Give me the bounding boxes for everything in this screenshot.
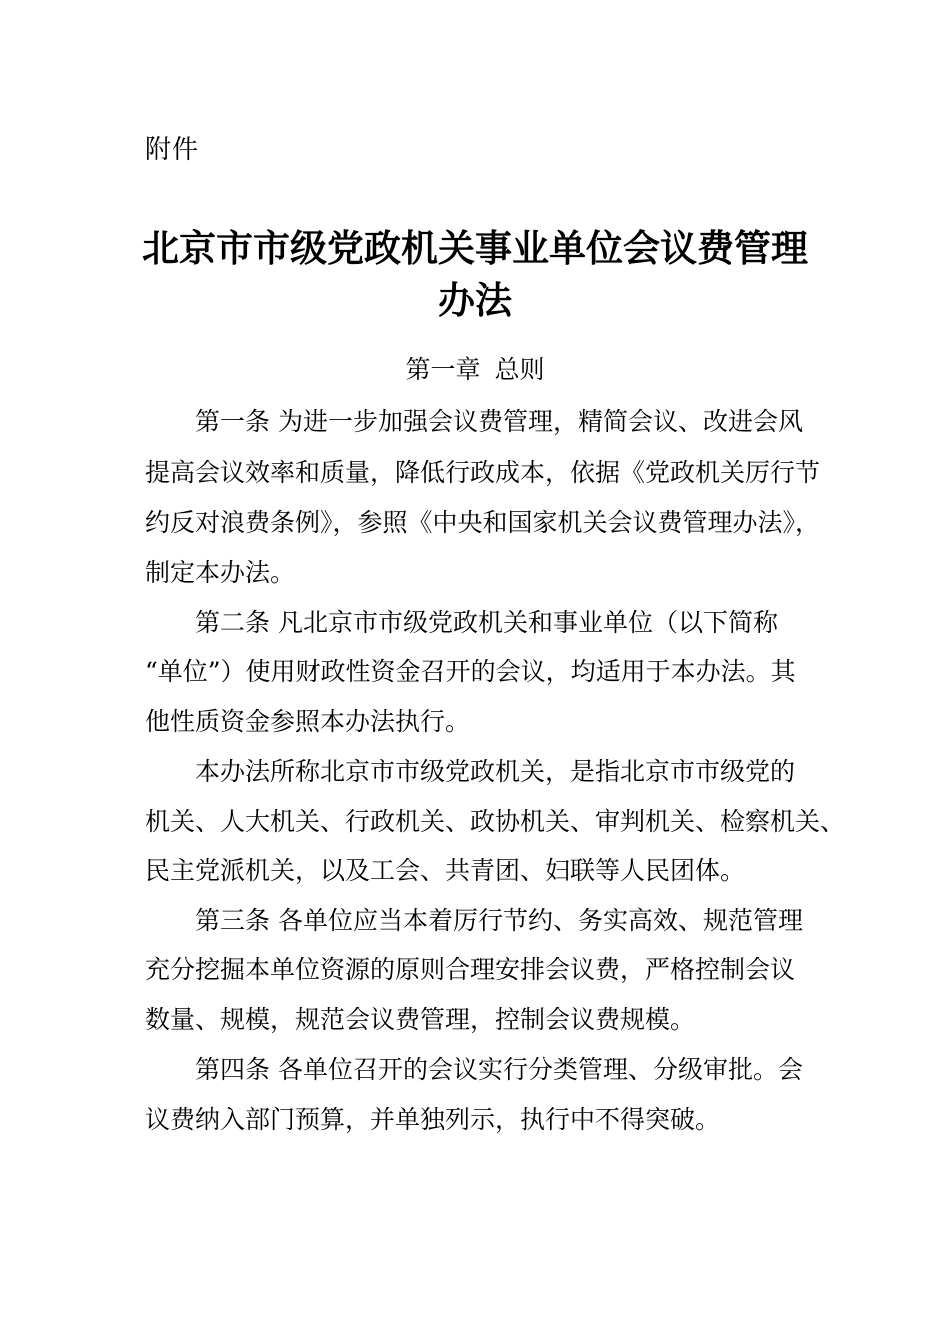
text-line: 第二条 凡北京市市级党政机关和事业单位（以下简称 xyxy=(145,608,778,637)
chapter-name: 总则 xyxy=(494,355,545,384)
document-title-line-2: 办法 xyxy=(438,279,512,322)
text-line: 机关、人大机关、行政机关、政协机关、审判机关、检察机关、 xyxy=(145,807,846,836)
chapter-title xyxy=(100,352,850,388)
chapter-number: 第一章 xyxy=(405,355,481,384)
text-line: “单位”）使用财政性资金召开的会议，均适用于本办法。其 xyxy=(145,657,796,686)
text-line: 充分挖掘本单位资源的原则合理安排会议费，严格控制会议 xyxy=(145,955,796,984)
document-title-line-1: 北京市市级党政机关事业单位会议费管理 xyxy=(142,227,808,270)
text-line: 他性质资金参照本办法执行。 xyxy=(145,707,471,736)
attachment-label: 附件 xyxy=(145,135,200,165)
text-line: 民主党派机关，以及工会、共青团、妇联等人民团体。 xyxy=(145,856,746,885)
text-line: 第四条 各单位召开的会议实行分类管理、分级审批。会 xyxy=(145,1055,803,1084)
text-line: 第一条 为进一步加强会议费管理，精简会议、改进会风 xyxy=(145,407,803,436)
text-line: 提高会议效率和质量，降低行政成本，依据《党政机关厉行节 xyxy=(145,458,821,487)
text-line: 制定本办法。 xyxy=(145,558,296,587)
text-line: 本办法所称北京市市级党政机关，是指北京市市级党的 xyxy=(145,757,796,786)
text-line: 约反对浪费条例》，参照《中央和国家机关会议费管理办法》， xyxy=(145,508,821,537)
text-line: 议费纳入部门预算，并单独列示，执行中不得突破。 xyxy=(145,1105,721,1134)
text-line: 数量、规模，规范会议费管理，控制会议费规模。 xyxy=(145,1005,696,1034)
text-line: 第三条 各单位应当本着厉行节约、务实高效、规范管理 xyxy=(145,906,803,935)
